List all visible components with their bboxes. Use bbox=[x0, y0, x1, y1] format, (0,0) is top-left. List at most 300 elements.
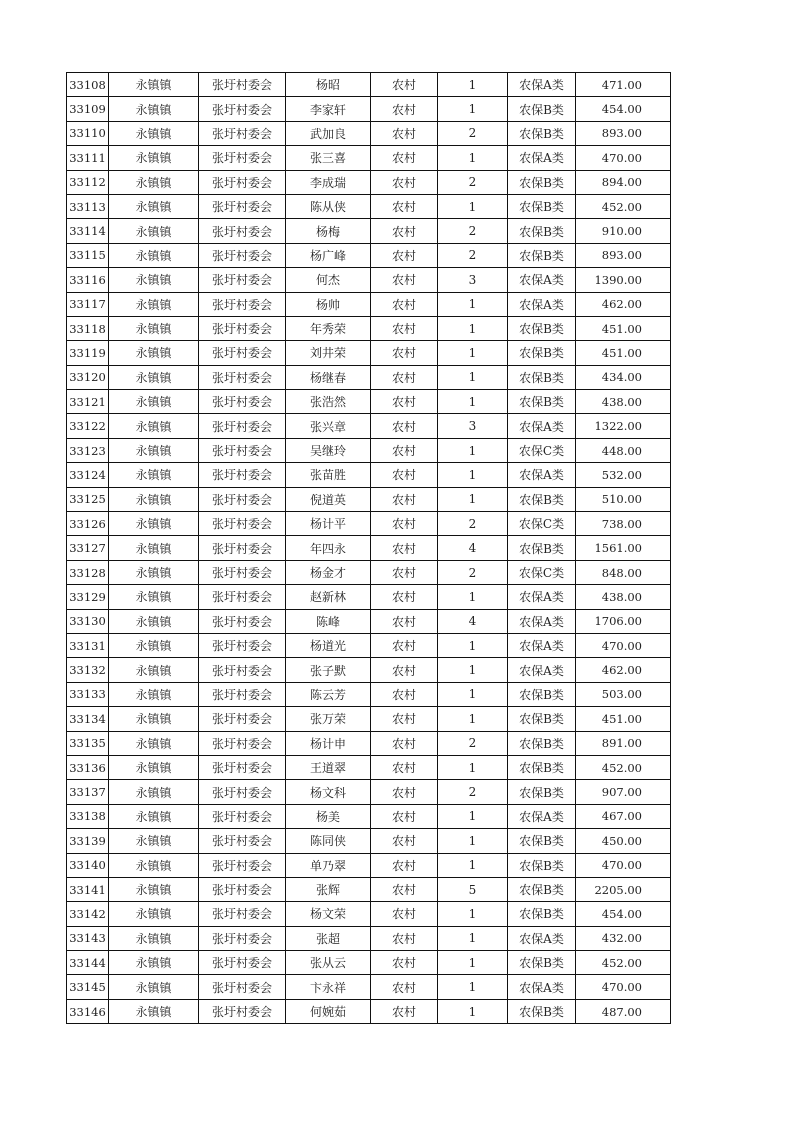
village-committee-cell: 张圩村委会 bbox=[199, 414, 286, 438]
town-cell: 永镇镇 bbox=[109, 365, 199, 389]
insurance-category-cell: 农保B类 bbox=[508, 755, 576, 779]
amount-cell: 451.00 bbox=[576, 341, 671, 365]
area-type-cell: 农村 bbox=[371, 390, 438, 414]
insurance-category-cell: 农保A类 bbox=[508, 585, 576, 609]
table-row bbox=[67, 731, 671, 755]
table-row bbox=[67, 487, 671, 511]
record-id-cell: 33126 bbox=[67, 512, 109, 536]
village-committee-cell: 张圩村委会 bbox=[199, 194, 286, 218]
insurance-category-cell: 农保B类 bbox=[508, 390, 576, 414]
town-cell: 永镇镇 bbox=[109, 999, 199, 1023]
area-type-cell: 农村 bbox=[371, 829, 438, 853]
town-cell: 永镇镇 bbox=[109, 194, 199, 218]
insurance-category-cell: 农保B类 bbox=[508, 243, 576, 267]
person-name-cell: 年四永 bbox=[286, 536, 371, 560]
record-id-cell: 33139 bbox=[67, 829, 109, 853]
area-type-cell: 农村 bbox=[371, 853, 438, 877]
town-cell: 永镇镇 bbox=[109, 536, 199, 560]
record-id-cell: 33130 bbox=[67, 609, 109, 633]
area-type-cell: 农村 bbox=[371, 682, 438, 706]
person-name-cell: 赵新林 bbox=[286, 585, 371, 609]
person-name-cell: 张子默 bbox=[286, 658, 371, 682]
household-count-cell: 1 bbox=[438, 73, 508, 97]
table-row bbox=[67, 414, 671, 438]
town-cell: 永镇镇 bbox=[109, 170, 199, 194]
record-id-cell: 33131 bbox=[67, 633, 109, 657]
amount-cell: 452.00 bbox=[576, 951, 671, 975]
household-count-cell: 1 bbox=[438, 755, 508, 779]
village-committee-cell: 张圩村委会 bbox=[199, 804, 286, 828]
village-committee-cell: 张圩村委会 bbox=[199, 146, 286, 170]
household-count-cell: 1 bbox=[438, 975, 508, 999]
person-name-cell: 杨帅 bbox=[286, 292, 371, 316]
area-type-cell: 农村 bbox=[371, 487, 438, 511]
household-count-cell: 2 bbox=[438, 512, 508, 536]
insurance-category-cell: 农保A类 bbox=[508, 463, 576, 487]
area-type-cell: 农村 bbox=[371, 341, 438, 365]
household-count-cell: 1 bbox=[438, 829, 508, 853]
area-type-cell: 农村 bbox=[371, 926, 438, 950]
village-committee-cell: 张圩村委会 bbox=[199, 463, 286, 487]
household-count-cell: 2 bbox=[438, 121, 508, 145]
person-name-cell: 张从云 bbox=[286, 951, 371, 975]
town-cell: 永镇镇 bbox=[109, 121, 199, 145]
insurance-category-cell: 农保A类 bbox=[508, 146, 576, 170]
record-id-cell: 33127 bbox=[67, 536, 109, 560]
person-name-cell: 杨金才 bbox=[286, 560, 371, 584]
amount-cell: 532.00 bbox=[576, 463, 671, 487]
person-name-cell: 倪道英 bbox=[286, 487, 371, 511]
town-cell: 永镇镇 bbox=[109, 975, 199, 999]
village-committee-cell: 张圩村委会 bbox=[199, 682, 286, 706]
insurance-category-cell: 农保A类 bbox=[508, 975, 576, 999]
insurance-category-cell: 农保B类 bbox=[508, 219, 576, 243]
town-cell: 永镇镇 bbox=[109, 316, 199, 340]
table-row bbox=[67, 682, 671, 706]
area-type-cell: 农村 bbox=[371, 219, 438, 243]
amount-cell: 451.00 bbox=[576, 316, 671, 340]
town-cell: 永镇镇 bbox=[109, 707, 199, 731]
table-row bbox=[67, 463, 671, 487]
amount-cell: 462.00 bbox=[576, 658, 671, 682]
town-cell: 永镇镇 bbox=[109, 341, 199, 365]
area-type-cell: 农村 bbox=[371, 97, 438, 121]
amount-cell: 450.00 bbox=[576, 829, 671, 853]
record-id-cell: 33112 bbox=[67, 170, 109, 194]
table-row bbox=[67, 609, 671, 633]
household-count-cell: 2 bbox=[438, 243, 508, 267]
village-committee-cell: 张圩村委会 bbox=[199, 780, 286, 804]
village-committee-cell: 张圩村委会 bbox=[199, 316, 286, 340]
amount-cell: 462.00 bbox=[576, 292, 671, 316]
insurance-category-cell: 农保B类 bbox=[508, 682, 576, 706]
insurance-category-cell: 农保B类 bbox=[508, 97, 576, 121]
record-id-cell: 33143 bbox=[67, 926, 109, 950]
area-type-cell: 农村 bbox=[371, 316, 438, 340]
household-count-cell: 1 bbox=[438, 926, 508, 950]
area-type-cell: 农村 bbox=[371, 877, 438, 901]
household-count-cell: 1 bbox=[438, 316, 508, 340]
insurance-category-cell: 农保B类 bbox=[508, 194, 576, 218]
amount-cell: 434.00 bbox=[576, 365, 671, 389]
town-cell: 永镇镇 bbox=[109, 560, 199, 584]
person-name-cell: 张辉 bbox=[286, 877, 371, 901]
amount-cell: 448.00 bbox=[576, 438, 671, 462]
village-committee-cell: 张圩村委会 bbox=[199, 926, 286, 950]
person-name-cell: 年秀荣 bbox=[286, 316, 371, 340]
household-count-cell: 1 bbox=[438, 194, 508, 218]
town-cell: 永镇镇 bbox=[109, 658, 199, 682]
amount-cell: 1322.00 bbox=[576, 414, 671, 438]
record-id-cell: 33138 bbox=[67, 804, 109, 828]
person-name-cell: 杨美 bbox=[286, 804, 371, 828]
insurance-category-cell: 农保C类 bbox=[508, 512, 576, 536]
household-count-cell: 2 bbox=[438, 560, 508, 584]
amount-cell: 470.00 bbox=[576, 975, 671, 999]
household-count-cell: 2 bbox=[438, 731, 508, 755]
village-committee-cell: 张圩村委会 bbox=[199, 536, 286, 560]
person-name-cell: 卞永祥 bbox=[286, 975, 371, 999]
person-name-cell: 杨计申 bbox=[286, 731, 371, 755]
village-committee-cell: 张圩村委会 bbox=[199, 633, 286, 657]
person-name-cell: 单乃翠 bbox=[286, 853, 371, 877]
amount-cell: 452.00 bbox=[576, 755, 671, 779]
insurance-category-cell: 农保A类 bbox=[508, 926, 576, 950]
village-committee-cell: 张圩村委会 bbox=[199, 97, 286, 121]
table-row bbox=[67, 219, 671, 243]
area-type-cell: 农村 bbox=[371, 73, 438, 97]
table-row bbox=[67, 121, 671, 145]
town-cell: 永镇镇 bbox=[109, 390, 199, 414]
village-committee-cell: 张圩村委会 bbox=[199, 73, 286, 97]
town-cell: 永镇镇 bbox=[109, 512, 199, 536]
amount-cell: 891.00 bbox=[576, 731, 671, 755]
person-name-cell: 张三喜 bbox=[286, 146, 371, 170]
village-committee-cell: 张圩村委会 bbox=[199, 755, 286, 779]
record-id-cell: 33146 bbox=[67, 999, 109, 1023]
amount-cell: 454.00 bbox=[576, 97, 671, 121]
person-name-cell: 张超 bbox=[286, 926, 371, 950]
insurance-category-cell: 农保A类 bbox=[508, 658, 576, 682]
household-count-cell: 1 bbox=[438, 707, 508, 731]
table-row bbox=[67, 902, 671, 926]
record-id-cell: 33119 bbox=[67, 341, 109, 365]
table-row bbox=[67, 73, 671, 97]
amount-cell: 894.00 bbox=[576, 170, 671, 194]
table-row bbox=[67, 438, 671, 462]
record-id-cell: 33129 bbox=[67, 585, 109, 609]
table-row bbox=[67, 97, 671, 121]
table-row bbox=[67, 755, 671, 779]
village-committee-cell: 张圩村委会 bbox=[199, 658, 286, 682]
village-committee-cell: 张圩村委会 bbox=[199, 877, 286, 901]
insurance-category-cell: 农保B类 bbox=[508, 999, 576, 1023]
town-cell: 永镇镇 bbox=[109, 463, 199, 487]
record-id-cell: 33114 bbox=[67, 219, 109, 243]
table-row bbox=[67, 316, 671, 340]
town-cell: 永镇镇 bbox=[109, 146, 199, 170]
person-name-cell: 李家轩 bbox=[286, 97, 371, 121]
insurance-category-cell: 农保B类 bbox=[508, 341, 576, 365]
record-id-cell: 33124 bbox=[67, 463, 109, 487]
amount-cell: 510.00 bbox=[576, 487, 671, 511]
record-id-cell: 33111 bbox=[67, 146, 109, 170]
insurance-category-cell: 农保B类 bbox=[508, 902, 576, 926]
household-count-cell: 1 bbox=[438, 682, 508, 706]
area-type-cell: 农村 bbox=[371, 658, 438, 682]
area-type-cell: 农村 bbox=[371, 804, 438, 828]
insurance-category-cell: 农保B类 bbox=[508, 731, 576, 755]
table-row bbox=[67, 170, 671, 194]
household-count-cell: 3 bbox=[438, 414, 508, 438]
amount-cell: 471.00 bbox=[576, 73, 671, 97]
household-count-cell: 2 bbox=[438, 780, 508, 804]
household-count-cell: 2 bbox=[438, 219, 508, 243]
town-cell: 永镇镇 bbox=[109, 585, 199, 609]
amount-cell: 454.00 bbox=[576, 902, 671, 926]
person-name-cell: 杨道光 bbox=[286, 633, 371, 657]
table-row bbox=[67, 268, 671, 292]
amount-cell: 910.00 bbox=[576, 219, 671, 243]
record-id-cell: 33123 bbox=[67, 438, 109, 462]
table-row bbox=[67, 365, 671, 389]
household-count-cell: 1 bbox=[438, 633, 508, 657]
area-type-cell: 农村 bbox=[371, 414, 438, 438]
village-committee-cell: 张圩村委会 bbox=[199, 975, 286, 999]
person-name-cell: 刘井荣 bbox=[286, 341, 371, 365]
person-name-cell: 张万荣 bbox=[286, 707, 371, 731]
person-name-cell: 陈同侠 bbox=[286, 829, 371, 853]
person-name-cell: 张苗胜 bbox=[286, 463, 371, 487]
area-type-cell: 农村 bbox=[371, 560, 438, 584]
area-type-cell: 农村 bbox=[371, 780, 438, 804]
record-id-cell: 33132 bbox=[67, 658, 109, 682]
household-count-cell: 1 bbox=[438, 97, 508, 121]
insurance-category-cell: 农保B类 bbox=[508, 829, 576, 853]
record-id-cell: 33137 bbox=[67, 780, 109, 804]
area-type-cell: 农村 bbox=[371, 707, 438, 731]
village-committee-cell: 张圩村委会 bbox=[199, 560, 286, 584]
town-cell: 永镇镇 bbox=[109, 780, 199, 804]
record-id-cell: 33136 bbox=[67, 755, 109, 779]
record-id-cell: 33117 bbox=[67, 292, 109, 316]
town-cell: 永镇镇 bbox=[109, 829, 199, 853]
village-committee-cell: 张圩村委会 bbox=[199, 951, 286, 975]
insurance-category-cell: 农保B类 bbox=[508, 877, 576, 901]
village-committee-cell: 张圩村委会 bbox=[199, 585, 286, 609]
household-count-cell: 1 bbox=[438, 390, 508, 414]
amount-cell: 893.00 bbox=[576, 243, 671, 267]
area-type-cell: 农村 bbox=[371, 194, 438, 218]
record-id-cell: 33110 bbox=[67, 121, 109, 145]
town-cell: 永镇镇 bbox=[109, 268, 199, 292]
area-type-cell: 农村 bbox=[371, 902, 438, 926]
person-name-cell: 武加良 bbox=[286, 121, 371, 145]
area-type-cell: 农村 bbox=[371, 585, 438, 609]
area-type-cell: 农村 bbox=[371, 463, 438, 487]
household-count-cell: 4 bbox=[438, 536, 508, 560]
record-id-cell: 33145 bbox=[67, 975, 109, 999]
town-cell: 永镇镇 bbox=[109, 292, 199, 316]
record-id-cell: 33135 bbox=[67, 731, 109, 755]
table-row bbox=[67, 243, 671, 267]
insurance-category-cell: 农保B类 bbox=[508, 121, 576, 145]
record-id-cell: 33109 bbox=[67, 97, 109, 121]
amount-cell: 1561.00 bbox=[576, 536, 671, 560]
village-committee-cell: 张圩村委会 bbox=[199, 268, 286, 292]
village-committee-cell: 张圩村委会 bbox=[199, 365, 286, 389]
person-name-cell: 何杰 bbox=[286, 268, 371, 292]
person-name-cell: 杨继春 bbox=[286, 365, 371, 389]
record-id-cell: 33142 bbox=[67, 902, 109, 926]
record-id-cell: 33113 bbox=[67, 194, 109, 218]
record-id-cell: 33122 bbox=[67, 414, 109, 438]
area-type-cell: 农村 bbox=[371, 365, 438, 389]
village-committee-cell: 张圩村委会 bbox=[199, 609, 286, 633]
area-type-cell: 农村 bbox=[371, 536, 438, 560]
insurance-category-cell: 农保A类 bbox=[508, 73, 576, 97]
town-cell: 永镇镇 bbox=[109, 755, 199, 779]
person-name-cell: 杨广峰 bbox=[286, 243, 371, 267]
insurance-category-cell: 农保B类 bbox=[508, 707, 576, 731]
table-row bbox=[67, 658, 671, 682]
household-count-cell: 1 bbox=[438, 999, 508, 1023]
town-cell: 永镇镇 bbox=[109, 97, 199, 121]
village-committee-cell: 张圩村委会 bbox=[199, 243, 286, 267]
insurance-category-cell: 农保A类 bbox=[508, 414, 576, 438]
person-name-cell: 张浩然 bbox=[286, 390, 371, 414]
record-id-cell: 33144 bbox=[67, 951, 109, 975]
area-type-cell: 农村 bbox=[371, 121, 438, 145]
area-type-cell: 农村 bbox=[371, 731, 438, 755]
table-row bbox=[67, 585, 671, 609]
village-committee-cell: 张圩村委会 bbox=[199, 219, 286, 243]
record-id-cell: 33141 bbox=[67, 877, 109, 901]
town-cell: 永镇镇 bbox=[109, 902, 199, 926]
village-committee-cell: 张圩村委会 bbox=[199, 292, 286, 316]
town-cell: 永镇镇 bbox=[109, 414, 199, 438]
household-count-cell: 1 bbox=[438, 902, 508, 926]
table-row bbox=[67, 512, 671, 536]
person-name-cell: 杨计平 bbox=[286, 512, 371, 536]
household-count-cell: 1 bbox=[438, 853, 508, 877]
table-row bbox=[67, 194, 671, 218]
area-type-cell: 农村 bbox=[371, 170, 438, 194]
table-row bbox=[67, 536, 671, 560]
household-count-cell: 1 bbox=[438, 585, 508, 609]
insurance-category-cell: 农保C类 bbox=[508, 438, 576, 462]
household-count-cell: 1 bbox=[438, 365, 508, 389]
town-cell: 永镇镇 bbox=[109, 633, 199, 657]
person-name-cell: 李成瑞 bbox=[286, 170, 371, 194]
town-cell: 永镇镇 bbox=[109, 926, 199, 950]
insurance-category-cell: 农保B类 bbox=[508, 853, 576, 877]
record-id-cell: 33121 bbox=[67, 390, 109, 414]
table-row bbox=[67, 999, 671, 1023]
area-type-cell: 农村 bbox=[371, 999, 438, 1023]
table-row bbox=[67, 390, 671, 414]
person-name-cell: 王道翠 bbox=[286, 755, 371, 779]
amount-cell: 451.00 bbox=[576, 707, 671, 731]
record-id-cell: 33134 bbox=[67, 707, 109, 731]
table-row bbox=[67, 292, 671, 316]
household-count-cell: 1 bbox=[438, 146, 508, 170]
village-committee-cell: 张圩村委会 bbox=[199, 731, 286, 755]
village-committee-cell: 张圩村委会 bbox=[199, 707, 286, 731]
household-count-cell: 1 bbox=[438, 804, 508, 828]
person-name-cell: 吴继玲 bbox=[286, 438, 371, 462]
amount-cell: 907.00 bbox=[576, 780, 671, 804]
table-row bbox=[67, 780, 671, 804]
amount-cell: 452.00 bbox=[576, 194, 671, 218]
town-cell: 永镇镇 bbox=[109, 487, 199, 511]
insurance-category-cell: 农保A类 bbox=[508, 804, 576, 828]
area-type-cell: 农村 bbox=[371, 438, 438, 462]
insurance-category-cell: 农保B类 bbox=[508, 780, 576, 804]
household-count-cell: 2 bbox=[438, 170, 508, 194]
household-count-cell: 1 bbox=[438, 658, 508, 682]
amount-cell: 470.00 bbox=[576, 146, 671, 170]
insurance-category-cell: 农保B类 bbox=[508, 951, 576, 975]
insurance-category-cell: 农保B类 bbox=[508, 536, 576, 560]
village-committee-cell: 张圩村委会 bbox=[199, 170, 286, 194]
person-name-cell: 陈云芳 bbox=[286, 682, 371, 706]
insurance-category-cell: 农保B类 bbox=[508, 487, 576, 511]
village-committee-cell: 张圩村委会 bbox=[199, 512, 286, 536]
table-row bbox=[67, 560, 671, 584]
village-committee-cell: 张圩村委会 bbox=[199, 121, 286, 145]
insurance-category-cell: 农保A类 bbox=[508, 268, 576, 292]
table-row bbox=[67, 829, 671, 853]
amount-cell: 438.00 bbox=[576, 390, 671, 414]
record-id-cell: 33128 bbox=[67, 560, 109, 584]
household-count-cell: 1 bbox=[438, 438, 508, 462]
data-table bbox=[66, 72, 671, 1024]
village-committee-cell: 张圩村委会 bbox=[199, 902, 286, 926]
village-committee-cell: 张圩村委会 bbox=[199, 999, 286, 1023]
town-cell: 永镇镇 bbox=[109, 951, 199, 975]
table-row bbox=[67, 707, 671, 731]
insurance-category-cell: 农保A类 bbox=[508, 292, 576, 316]
town-cell: 永镇镇 bbox=[109, 73, 199, 97]
amount-cell: 1390.00 bbox=[576, 268, 671, 292]
household-count-cell: 1 bbox=[438, 292, 508, 316]
town-cell: 永镇镇 bbox=[109, 243, 199, 267]
table-row bbox=[67, 146, 671, 170]
person-name-cell: 张兴章 bbox=[286, 414, 371, 438]
amount-cell: 438.00 bbox=[576, 585, 671, 609]
insurance-category-cell: 农保A类 bbox=[508, 633, 576, 657]
town-cell: 永镇镇 bbox=[109, 219, 199, 243]
household-count-cell: 4 bbox=[438, 609, 508, 633]
table-row bbox=[67, 951, 671, 975]
record-id-cell: 33115 bbox=[67, 243, 109, 267]
amount-cell: 470.00 bbox=[576, 853, 671, 877]
insurance-category-cell: 农保B类 bbox=[508, 316, 576, 340]
town-cell: 永镇镇 bbox=[109, 804, 199, 828]
household-count-cell: 1 bbox=[438, 487, 508, 511]
amount-cell: 487.00 bbox=[576, 999, 671, 1023]
village-committee-cell: 张圩村委会 bbox=[199, 487, 286, 511]
town-cell: 永镇镇 bbox=[109, 877, 199, 901]
person-name-cell: 杨梅 bbox=[286, 219, 371, 243]
village-committee-cell: 张圩村委会 bbox=[199, 341, 286, 365]
record-id-cell: 33125 bbox=[67, 487, 109, 511]
insurance-category-cell: 农保B类 bbox=[508, 365, 576, 389]
table-row bbox=[67, 975, 671, 999]
record-id-cell: 33120 bbox=[67, 365, 109, 389]
area-type-cell: 农村 bbox=[371, 243, 438, 267]
